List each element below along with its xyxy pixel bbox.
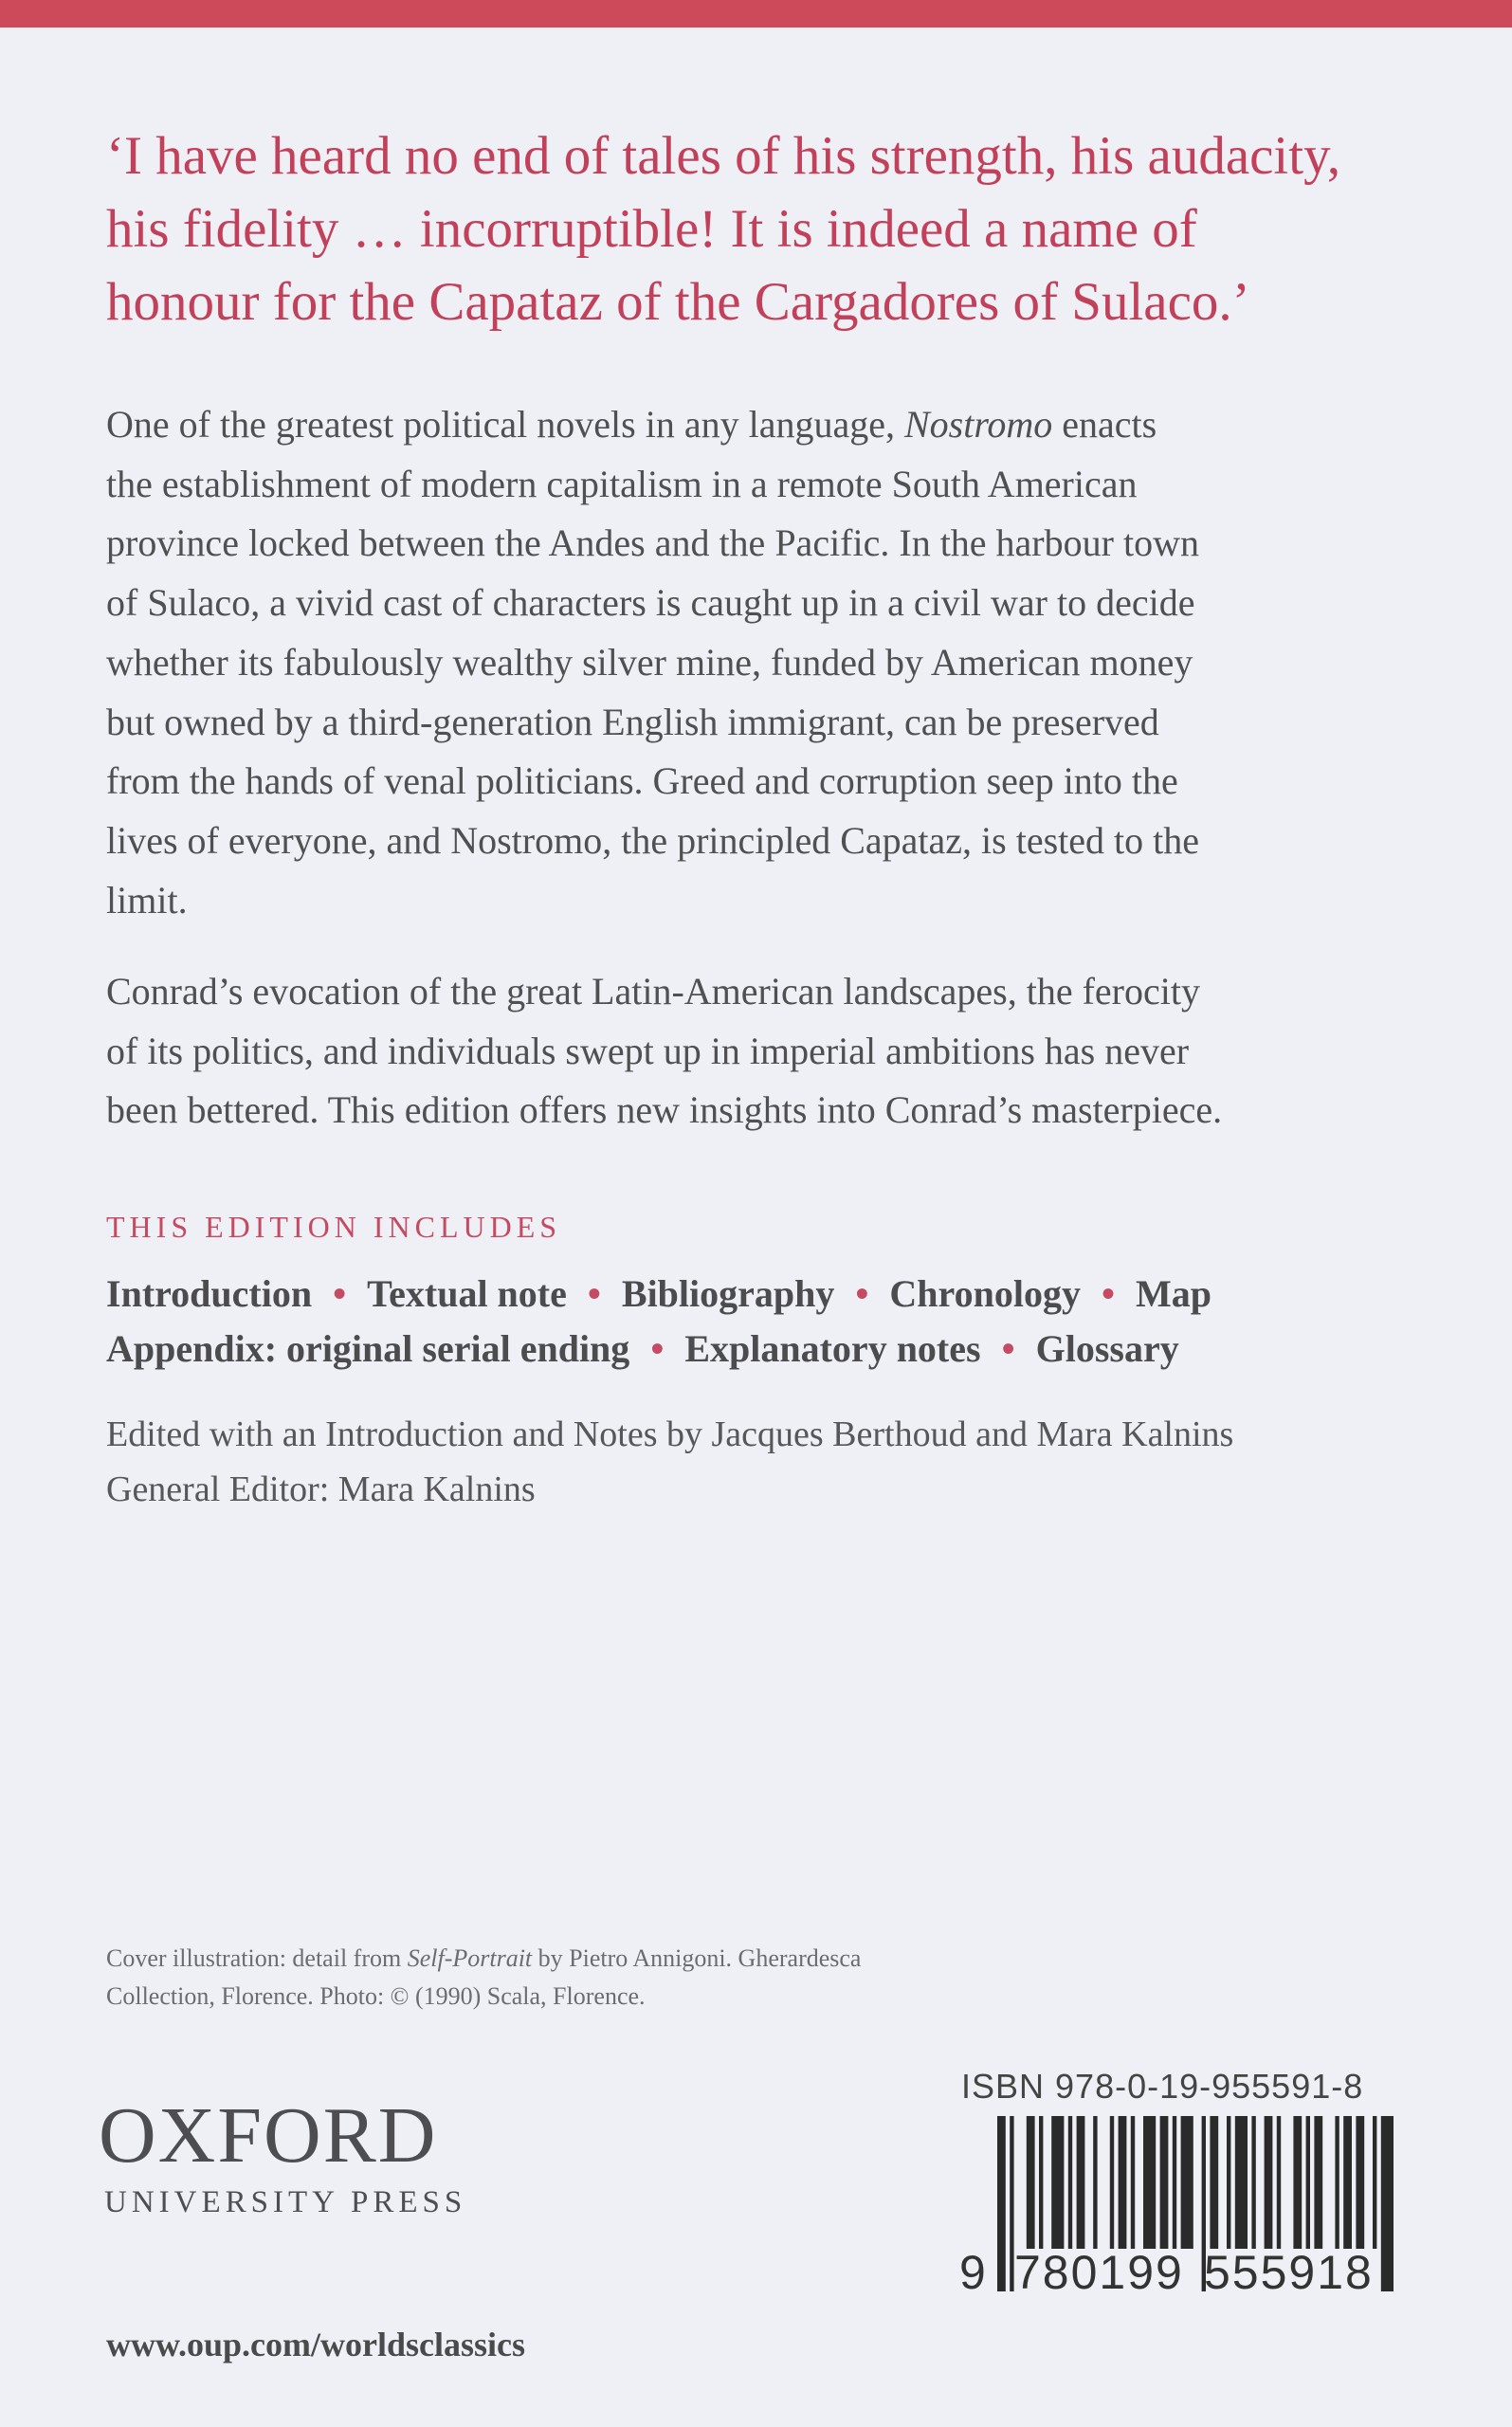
pull-quote [106,119,1471,338]
university-press-label: UNIVERSITY PRESS [104,2185,467,2219]
oxford-logo: OXFORD [99,2091,438,2180]
barcode-bar [1160,2116,1169,2249]
include-item: Glossary [1035,1327,1179,1370]
barcode-bar [1293,2116,1302,2249]
edition-includes-heading: THIS EDITION INCLUDES [106,1210,562,1244]
includes-line-2 [106,1322,1462,1377]
publisher-website-link[interactable]: www.oup.com/worldsclassics [106,2326,526,2363]
credit-line: Collection, Florence. Photo: © (1990) Scala, Florence. [106,1982,646,2010]
barcode-bar [1210,2116,1218,2249]
cover-credit [106,1940,1054,2016]
edition-includes-list [106,1267,1462,1377]
title-italic: Nostromo [903,403,1053,446]
barcode-bar [1039,2116,1043,2249]
barcode-bar [1173,2116,1176,2249]
barcode-bar [1314,2116,1322,2249]
include-item: Explanatory notes [684,1327,981,1370]
bullet-icon: • [855,1272,869,1315]
barcode-left-digits: 780199 [1014,2246,1184,2299]
paragraph-line: province locked between the Andes and the Pacific. In the harbour town [106,521,1199,565]
paragraph-line: but owned by a third-generation English immigrant, can be preserved [106,700,1159,743]
paragraph-line: the establishment of modern capitalism in a remote South American [106,462,1138,505]
barcode-bar [997,2116,1006,2291]
credit-line: Cover illustration: detail from Self-Portrait by Pietro Annigoni. Gherardesca [106,1944,862,1972]
barcode-bar [1277,2116,1281,2249]
top-color-bar [0,0,1512,27]
barcode-bar [1143,2116,1156,2249]
paragraph-line: from the hands of venal politicians. Greed and corruption seep into the [106,759,1178,803]
barcode-first-digit: 9 [959,2246,988,2299]
description-paragraph-2 [106,962,1462,1141]
include-item: Bibliography [621,1272,835,1315]
paragraph-line: been bettered. This edition offers new insights into Conrad’s masterpiece. [106,1088,1223,1132]
paragraph-line: lives of everyone, and Nostromo, the principled Capataz, is tested to the [106,818,1200,862]
bullet-icon: • [1101,1272,1115,1315]
barcode-bar [1051,2116,1064,2249]
isbn-label: ISBN 978-0-19-955591-8 [961,2067,1364,2106]
barcode-bar [1381,2116,1394,2291]
barcode-bar [1093,2116,1097,2249]
include-item: Chronology [889,1272,1081,1315]
paragraph-line: Conrad’s evocation of the great Latin-American landscapes, the ferocity [106,970,1200,1013]
barcode-bar [1110,2116,1114,2249]
paragraph-line: of Sulaco, a vivid cast of characters is caught up in a civil war to decide [106,581,1195,625]
include-item: Appendix: original serial ending [106,1327,630,1370]
barcode-bar [1068,2116,1072,2249]
include-item: Textual note [367,1272,567,1315]
bullet-icon: • [333,1272,347,1315]
barcode-bar [1306,2116,1310,2249]
quote-line: honour for the Capataz of the Cargadores of Sulaco.’ [106,272,1250,332]
include-item: Map [1135,1272,1211,1315]
barcode-bar [1227,2116,1230,2249]
barcode-bar [1251,2116,1255,2249]
bullet-icon: • [587,1272,601,1315]
artwork-title: Self-Portrait [407,1944,533,1972]
bullet-icon: • [650,1327,665,1370]
barcode-bar [1027,2116,1035,2249]
barcode-bar [1131,2116,1135,2249]
include-item: Introduction [106,1272,313,1315]
quote-line: ‘I have heard no end of tales of his strength, his audacity, [106,126,1341,186]
barcode-bar [1235,2116,1248,2249]
barcode-bar [1010,2116,1013,2291]
quote-line: his fidelity … incorruptible! It is indeed a name of [106,199,1197,259]
isbn-barcode [950,2067,1443,2313]
editors-line: Edited with an Introduction and Notes by Jacques Berthoud and Mara Kalnins [106,1414,1234,1454]
barcode-bar [1265,2116,1273,2249]
barcode-bar [1077,2116,1085,2249]
bullet-icon: • [1001,1327,1015,1370]
general-editor-line: General Editor: Mara Kalnins [106,1469,536,1509]
description-paragraph-1 [106,395,1462,930]
includes-line-1 [106,1267,1462,1322]
barcode-bar [1356,2116,1364,2249]
paragraph-line: limit. [106,878,188,922]
barcode-bar [1181,2116,1193,2249]
barcode-right-digits: 555918 [1204,2246,1374,2299]
barcode-bar [1335,2116,1339,2249]
paragraph-line: of its politics, and individuals swept up in imperial ambitions has never [106,1029,1190,1072]
editors-credit [106,1407,1471,1517]
paragraph-line: whether its fabulously wealthy silver mine, funded by American money [106,640,1193,684]
barcode-bar [1343,2116,1352,2249]
barcode-bar [1119,2116,1127,2249]
paragraph-line: One of the greatest political novels in any language, Nostromo enacts [106,403,1157,446]
barcode-bar [1373,2116,1376,2249]
